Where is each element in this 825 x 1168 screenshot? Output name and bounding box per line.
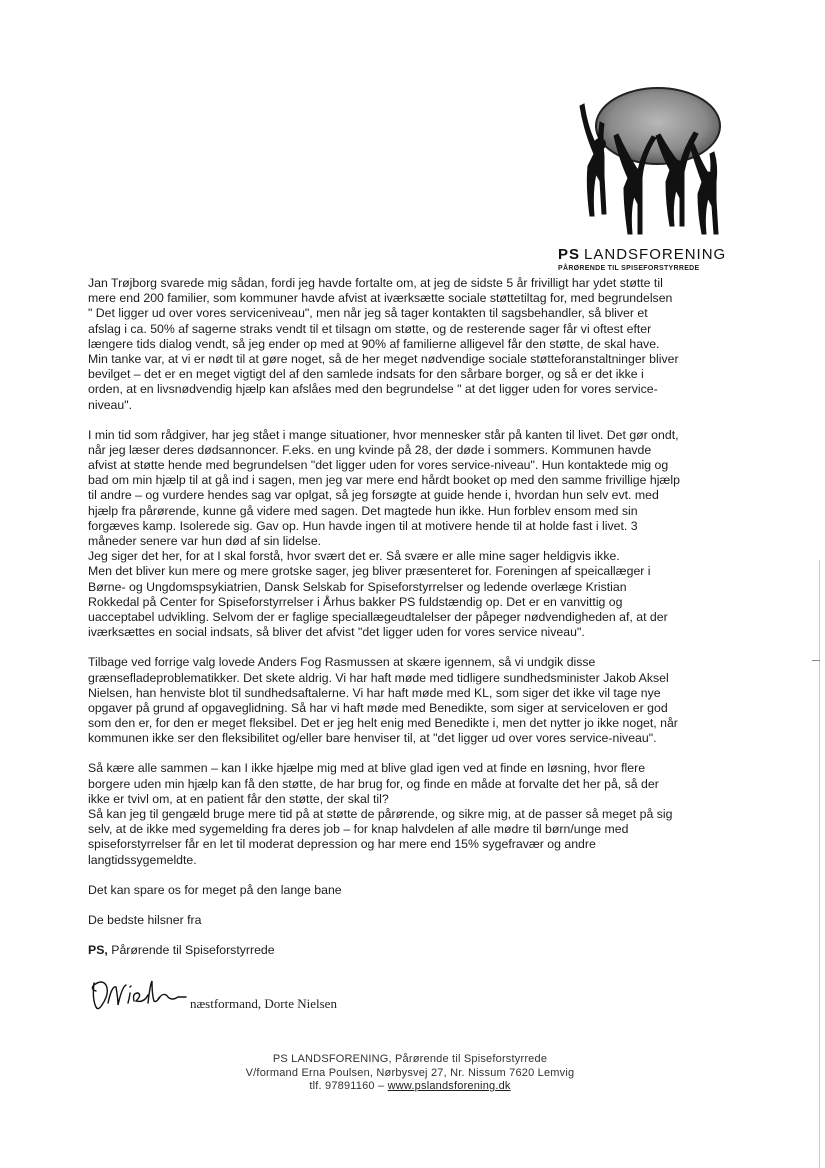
text-line: længere tids dialog vendt, så jeg ender op med at 90% af familierne alligevel får den støtte, de skal have. — [88, 336, 660, 351]
text-line: orden, at en livsnødvendig hjælp kan afslåes med den begrundelse " at det ligger uden for vores service- — [88, 382, 658, 397]
paragraph — [88, 761, 728, 867]
text-line: Børne- og Ungdomspsykiatrien, Dansk Selskab for Spiseforstyrrelser og ledende overlæge Kristian — [88, 579, 627, 594]
text-line: grænsefladeproblematikker. Det skete aldrig. Vi har haft møde med tidligere sundhedsminister Jakob Aksel — [88, 670, 669, 685]
text-line: forgæves kamp. Isolerede sig. Gav op. Hun havde ingen til at motivere hende til at holde fast i livet. 3 — [88, 518, 638, 533]
text-line: Tilbage ved forrige valg lovede Anders Fog Rasmussen at skære igennem, så vi undgik disse — [88, 655, 596, 670]
text-line: til andre – og vurdere hendes sag var oplgat, så jeg forsøgte at guide hende i, hvordan hun selv evt. med — [88, 488, 659, 503]
scan-edge-line — [819, 560, 820, 1168]
text-line: opgaver på grund af opgaveglidning. Så har vi haft møde med Benedikte, som siger at serviceloven er god — [88, 700, 668, 715]
text-line: Jeg siger det her, for at I skal forstå, hvor svært det er. Så svære er alle mine sager heldigvis ikke. — [88, 549, 620, 564]
website-link[interactable]: www.pslandsforening.dk — [387, 1080, 511, 1092]
footer-line: V/formand Erna Poulsen, Nørbysvej 27, Nr. Nissum 7620 Lemvig — [245, 1066, 575, 1079]
text-line: afvist at støtte hende med begrundelsen "det ligger uden for vores service-niveau". Hun kontaktede mig og — [88, 458, 669, 473]
text-line: afslag i ca. 50% af sagerne straks vendt til et tilsagn om støtte, og de resterende sager får vi oftest efter — [88, 321, 652, 336]
text-line: som den er, for den er meget fleksibel. Det er jeg helt enig med Benedikte i, men det nytter jo ikke noget, når — [88, 716, 678, 731]
text-line: kommunen ikke ser den fleksibilitet og/eller bare henviser til, at "det ligger ud over vores service-niveau". — [88, 731, 657, 746]
paragraph — [88, 276, 728, 413]
sender-title-name: næstformand, Dorte Nielsen — [190, 996, 337, 1011]
footer-line — [200, 1080, 620, 1094]
paragraph — [88, 428, 728, 641]
footer-line: PS LANDSFORENING, Pårørende til Spiseforstyrrede — [272, 1053, 548, 1065]
signature-block — [88, 975, 488, 1015]
people-holding-globe-icon — [558, 86, 733, 246]
text-line: bad om min hjælp til at gå ind i sagen, men jeg var mere end hårdt booket op med den samme frivillige hjælp — [88, 473, 680, 488]
text-line: Jan Trøjborg svarede mig sådan, fordi jeg havde fortalte om, at jeg de sidste 5 år frivilligt har ydet støtte til — [88, 276, 663, 290]
text-line: " Det ligger ud over vores serviceniveau", men når jeg så tager kontakten til sagsbehandler, så bliver et — [88, 306, 648, 321]
text-line: når jeg læser deres dødsannoncer. F.eks. en ung kvinde på 28, der døde i sommers. Kommunen havde — [88, 442, 652, 457]
logo-subtitle: PÅRØRENDE TIL SPISEFORSTYRREDE — [558, 265, 700, 272]
text-line: I min tid som rådgiver, har jeg stået i mange situationer, hvor mennesker står på kanten til livet. Det gør ondt, — [88, 427, 679, 442]
scan-edge-mark — [812, 660, 820, 661]
footer — [200, 1053, 620, 1094]
sender-organization — [88, 943, 728, 958]
ps-landsforening-logo — [558, 86, 733, 278]
text-line: selv, at de ikke med sygemelding fra deres job – for knap halvdelen af alle mødre til børn/unge med — [88, 822, 629, 837]
paragraph — [88, 883, 728, 898]
paragraph — [88, 913, 728, 928]
text-line: hjælp fra pårørende, kunne gå videre med sagen. Det magtede hun ikke. Hun forblev ensom med sin — [88, 503, 638, 518]
footer-phone: tlf. 97891160 – — [309, 1080, 388, 1092]
text-line: måneder senere var hun død af sin lidelse. — [88, 534, 322, 548]
text-line: bevilget – det er en meget vigtigt del af den samlede indsats for den sårbare borger, og så er det ikke i — [88, 367, 644, 382]
text-line: Det kan spare os for meget på den lange bane — [88, 882, 342, 897]
text-line: uacceptabel udvikling. Selvom der er faglige speciallægeudtalelser der påpeger nødvendigheden af, at der — [88, 609, 668, 624]
text-line: Rokkedal på Center for Spiseforstyrrelser i Århus bakker PS fuldstændig op. Det er en vanvittig og — [88, 594, 623, 609]
text-line: Så kære alle sammen – kan I ikke hjælpe mig med at blive glad igen ved at finde en løsning, hvor flere — [88, 761, 646, 776]
org-name: Pårørende til Spiseforstyrrede — [107, 943, 275, 958]
text-line: ikke er tvivl om, at en patient får den støtte, der skal til? — [88, 791, 389, 806]
text-line: niveau". — [88, 397, 133, 412]
text-line: Nielsen, han henviste blot til sundhedsaftalerne. Vi har haft møde med KL, som siger det ikke vil tage nye — [88, 685, 661, 700]
logo-name: PS LANDSFORENING — [558, 246, 727, 263]
letter-body — [88, 276, 728, 958]
text-line: Min tanke var, at vi er nødt til at gøre noget, så de her meget nødvendige sociale støtteforanstaltninger bliver — [88, 351, 679, 366]
org-bold: PS, — [88, 943, 108, 958]
paragraph — [88, 655, 728, 746]
text-line: Så kan jeg til gengæld bruge mere tid på at støtte de pårørende, og sikre mig, at de passer så meget på sig — [88, 807, 673, 821]
text-line: langtidssygemeldte. — [88, 852, 197, 867]
text-line: borgere uden min hjælp kan få den støtte, de har brug for, og finde en måde at forvalte det her på, så der — [88, 776, 659, 791]
text-line: De bedste hilsner fra — [88, 912, 202, 927]
handwritten-signature — [88, 975, 188, 1015]
text-line: spiseforstyrrelser får en let til moderat depression og har mere end 15% sygefravær og andre — [88, 837, 596, 852]
text-line: mere end 200 familier, som kommuner havde afvist at iværksætte sociale støttetiltag for, med begrundelsen — [88, 291, 673, 306]
text-line: Men det bliver kun mere og mere grotske sager, jeg bliver præsenteret for. Foreningen af speicallæger i — [88, 564, 651, 579]
text-line: iværksættes en social indsats, så bliver det afvist "det ligger uden for vores service niveau". — [88, 625, 585, 640]
